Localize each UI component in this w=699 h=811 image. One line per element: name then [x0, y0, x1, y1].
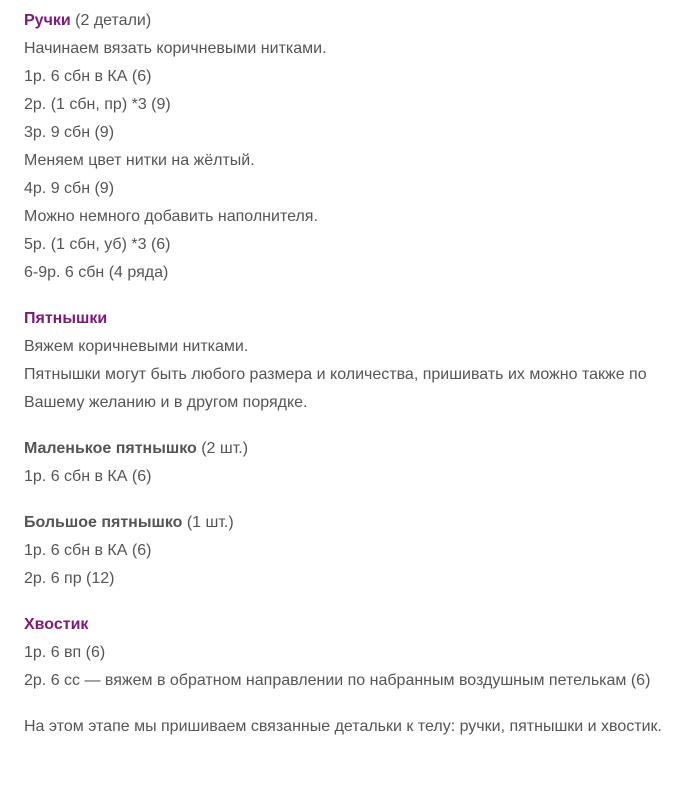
section-small-spot [24, 435, 684, 491]
instruction-line: 3р. 9 сбн (9) [24, 124, 115, 141]
section-title: Хвостик [24, 616, 89, 633]
section-note: (1 шт.) [182, 514, 234, 531]
instruction-line: 1р. 6 сбн в КА (6) [24, 468, 152, 485]
instruction-line: Меняем цвет нитки на жёлтый. [24, 152, 255, 169]
section-heading [24, 611, 684, 639]
instruction-line: 1р. 6 сбн в КА (6) [24, 542, 152, 559]
section-spots [24, 305, 684, 417]
section-handles [24, 7, 684, 287]
instruction-line: 6-9р. 6 сбн (4 ряда) [24, 264, 169, 281]
section-title: Большое пятнышко [24, 514, 183, 531]
section-title: Маленькое пятнышко [24, 440, 197, 457]
section-heading [24, 435, 684, 463]
instruction-paragraph: Пятнышки могут быть любого размера и количества, пришивать их можно также по Вашему желанию и в другом порядке. [24, 366, 647, 411]
instruction-line: 4р. 9 сбн (9) [24, 180, 115, 197]
section-heading [24, 305, 684, 333]
section-heading [24, 509, 684, 537]
instruction-line: Начинаем вязать коричневыми нитками. [24, 40, 327, 57]
section-note: (2 детали) [70, 12, 152, 29]
section-title: Ручки [24, 12, 71, 29]
section-tail [24, 611, 684, 695]
instruction-paragraph: 2р. 6 сс — вяжем в обратном направлении по набранным воздушным петелькам (6) [24, 672, 651, 689]
section-note: (2 шт.) [196, 440, 249, 457]
instruction-line: 2р. (1 сбн, пр) *3 (9) [24, 96, 171, 113]
instruction-line: 2р. 6 пр (12) [24, 570, 115, 587]
instruction-line: Можно немного добавить наполнителя. [24, 208, 318, 225]
instruction-line: 1р. 6 вп (6) [24, 644, 106, 661]
section-big-spot [24, 509, 684, 593]
section-heading [24, 7, 684, 35]
instruction-line: 1р. 6 сбн в КА (6) [24, 68, 152, 85]
instruction-line: Вяжем коричневыми нитками. [24, 338, 249, 355]
closing-paragraph: На этом этапе мы пришиваем связанные детальки к телу: ручки, пятнышки и хвостик. [24, 718, 662, 735]
instruction-line: 5р. (1 сбн, уб) *3 (6) [24, 236, 171, 253]
section-final [24, 713, 684, 741]
section-title: Пятнышки [24, 310, 108, 327]
